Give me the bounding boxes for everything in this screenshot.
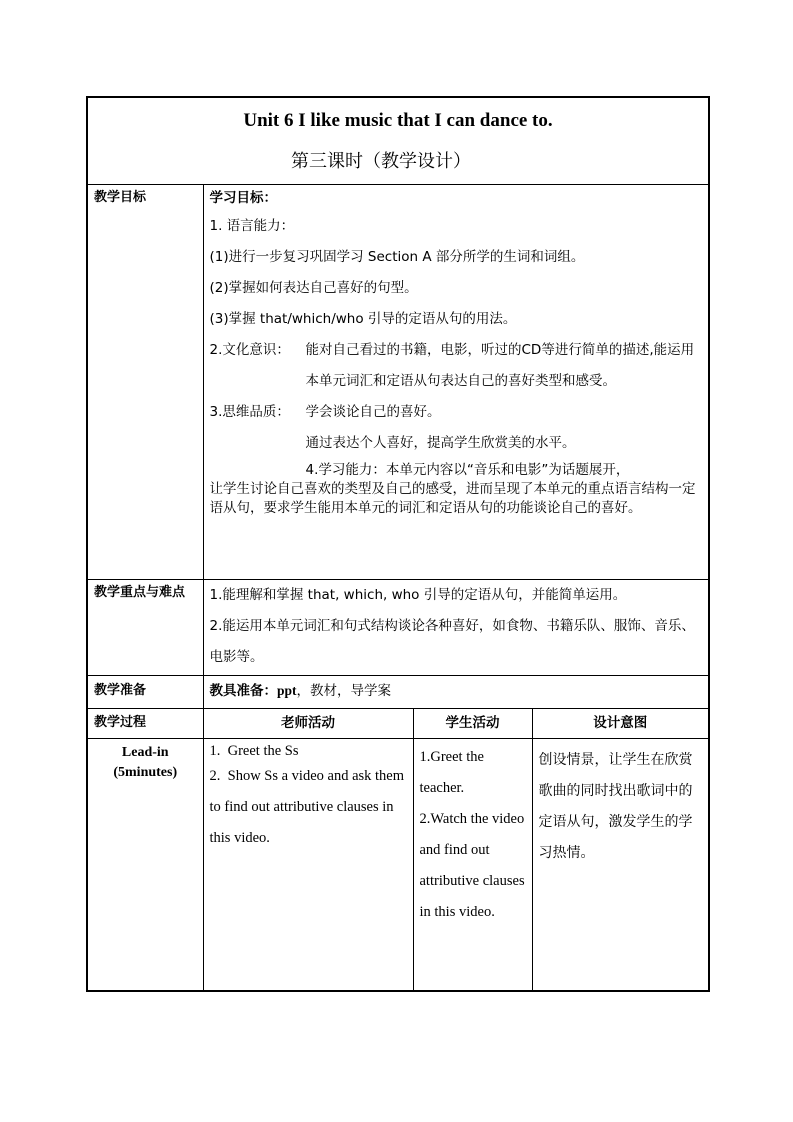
stage-cell bbox=[87, 739, 203, 991]
student-activity-item: 1.Greet the teacher. bbox=[419, 749, 484, 796]
preparation-row bbox=[87, 676, 709, 709]
lesson-plan-table bbox=[86, 96, 710, 992]
culture-objective bbox=[210, 335, 703, 397]
learning-first: 4.学习能力：本单元内容以“音乐和电影”为话题展开， bbox=[305, 462, 630, 478]
lead-in-row bbox=[87, 739, 709, 991]
preparation-content-cell bbox=[203, 676, 709, 709]
objective-line: (1)进行一步复习巩固学习 Section A 部分所学的生词和词组。 bbox=[209, 249, 585, 265]
teacher-activity-item: 2. Show Ss a video and ask them to find out attributive clauses in this video. bbox=[209, 768, 408, 846]
teacher-activity-cell bbox=[203, 739, 413, 991]
title-cell bbox=[87, 97, 709, 185]
process-label: 教学过程 bbox=[94, 715, 147, 730]
design-intent-heading: 设计意图 bbox=[593, 715, 648, 731]
intent-col-header bbox=[532, 709, 709, 739]
process-label-cell bbox=[87, 709, 203, 739]
teacher-activity-heading: 老师活动 bbox=[281, 715, 335, 731]
key-point-item: 2.能运用本单元词汇和句式结构谈论各种喜好，如食物、书籍乐队、服饰、音乐、电影等。 bbox=[209, 618, 695, 665]
objectives-label-cell bbox=[87, 185, 203, 580]
culture-text: 能对自己看过的书籍，电影，听过的CD等进行简单的描述,能运用本单元词汇和定语从句表达自己的喜好类型和感受。 bbox=[305, 342, 695, 389]
learning-rest: 让学生讨论自己喜欢的类型及自己的感受，进而呈现了本单元的重点语言结构一定语从句，要求学生能用本单元的词汇和定语从句的功能谈论自己的喜好。 bbox=[209, 481, 696, 516]
culture-prefix: 2.文化意识： bbox=[209, 342, 290, 358]
title-row bbox=[87, 97, 709, 185]
student-col-header bbox=[413, 709, 532, 739]
teacher-col-header bbox=[203, 709, 413, 739]
unit-title: Unit 6 I like music that I can dance to. bbox=[243, 110, 553, 131]
preparation-prefix: 教具准备： bbox=[209, 683, 277, 699]
objectives-label: 教学目标 bbox=[94, 190, 147, 205]
student-activity-cell bbox=[413, 739, 532, 991]
key-points-label: 教学重点与难点 bbox=[94, 585, 186, 600]
thinking-objective bbox=[210, 397, 703, 428]
preparation-ppt: ppt bbox=[277, 683, 297, 698]
objectives-heading: 学习目标： bbox=[209, 190, 277, 206]
lesson-subtitle: 第三课时（教学设计） bbox=[291, 151, 471, 172]
process-header-row bbox=[87, 709, 709, 739]
stage-time: (5minutes) bbox=[113, 765, 178, 780]
key-points-row bbox=[87, 580, 709, 676]
student-activity-item: 2.Watch the video and find out attributive clauses in this video. bbox=[419, 811, 525, 920]
objective-line: (2)掌握如何表达自己喜好的句型。 bbox=[209, 280, 418, 296]
teacher-activity-item: 1. Greet the Ss bbox=[209, 743, 299, 759]
preparation-label-cell bbox=[87, 676, 203, 709]
intent-cell bbox=[532, 739, 709, 991]
objective-line: (3)掌握 that/which/who 引导的定语从句的用法。 bbox=[209, 311, 517, 327]
thinking-text: 学会谈论自己的喜好。 bbox=[305, 404, 441, 420]
objectives-row bbox=[87, 185, 709, 580]
thinking-prefix: 3.思维品质： bbox=[209, 404, 290, 420]
preparation-label: 教学准备 bbox=[94, 683, 147, 698]
stage-name: Lead-in bbox=[121, 745, 169, 760]
key-points-content-cell bbox=[203, 580, 709, 676]
design-intent-text: 创设情景，让学生在欣赏歌曲的同时找出歌词中的定语从句，激发学生的学习热情。 bbox=[538, 752, 693, 861]
objectives-content-cell bbox=[203, 185, 709, 580]
student-activity-heading: 学生活动 bbox=[445, 715, 500, 731]
thinking-extra: 通过表达个人喜好，提高学生欣赏美的水平。 bbox=[305, 435, 576, 451]
preparation-rest: ，教材，导学案 bbox=[296, 683, 392, 699]
learning-objective bbox=[210, 461, 703, 518]
key-points-label-cell bbox=[87, 580, 203, 676]
objective-line: 1. 语言能力： bbox=[209, 218, 295, 234]
key-point-item: 1.能理解和掌握 that, which, who 引导的定语从句，并能简单运用。 bbox=[209, 587, 627, 603]
